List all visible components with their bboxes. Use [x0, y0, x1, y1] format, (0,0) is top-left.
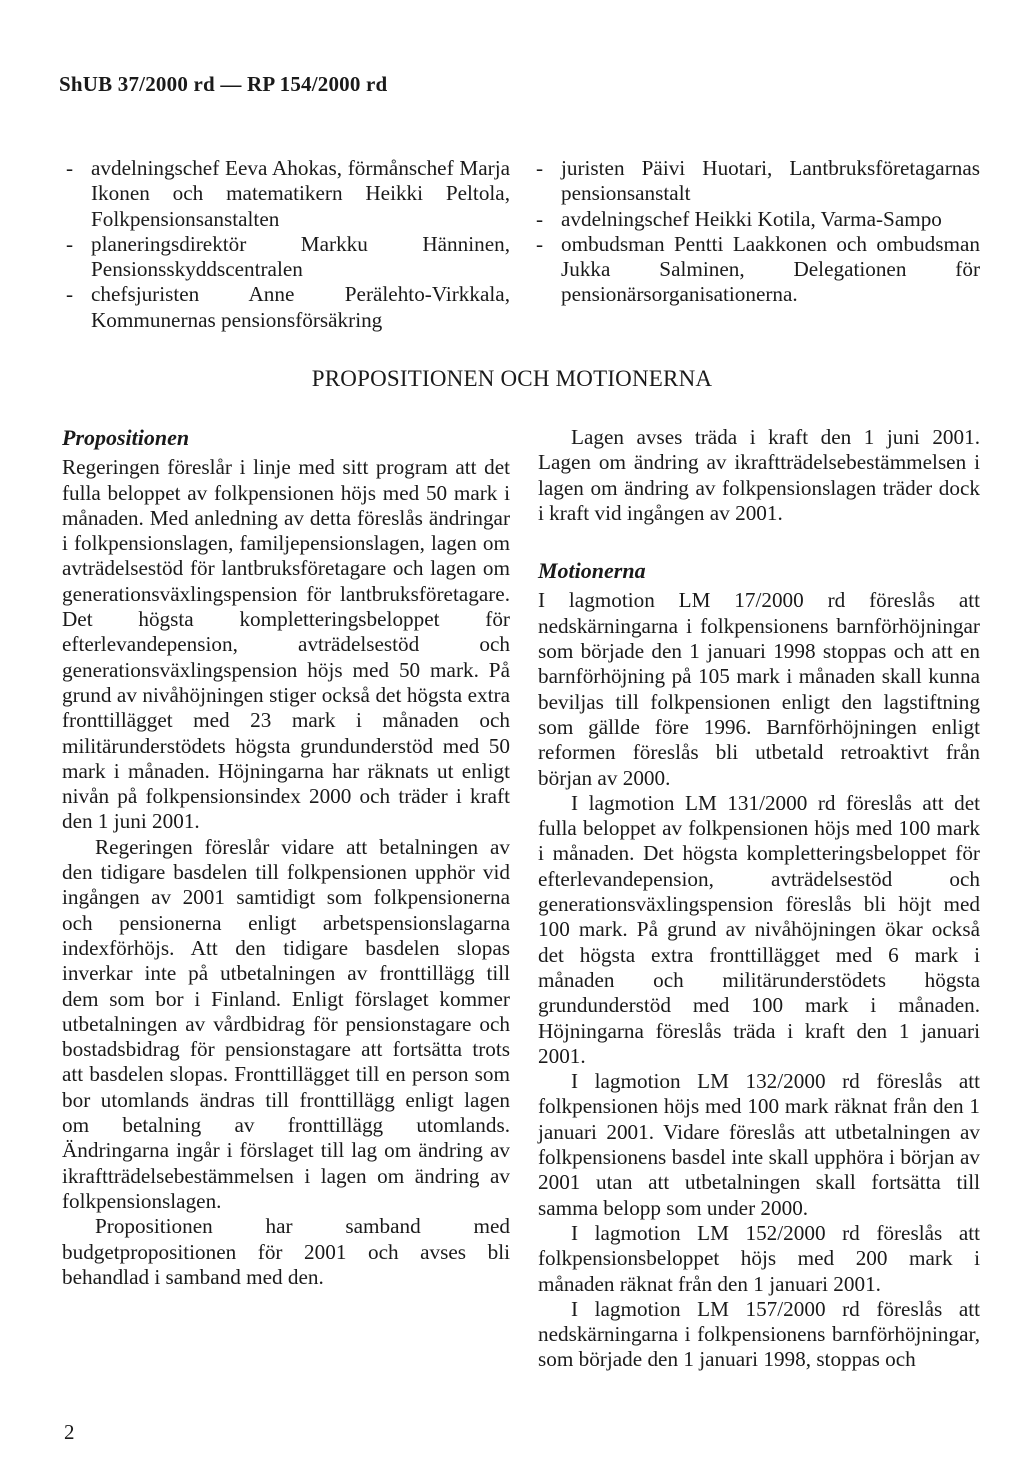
entry-into-force-paragraph: Lagen avses träda i kraft den 1 juni 2001. Lagen om ändring av ikraftträdelsebestämmelsen i lagen om ändring av folkpensionslagen träder dock i kraft vid ingången av 2001.	[538, 425, 980, 525]
paragraph: I lagmotion LM 17/2000 rd föreslås att nedskärningarna i folkpensionens barnförhöjningar som började den 1 januari 1998 stoppas och att en barnförhöjning på 105 mark i månaden skall kunna beviljas till folkpensionen enligt den lagstiftning som gällde före 1996. Barnförhöjningen enligt reformen föreslås bli utbetald retroaktivt från början av 2000.	[538, 588, 980, 790]
paragraph: I lagmotion LM 157/2000 rd föreslås att nedskärningarna i folkpensionens barnförhöjningar, som började den 1 januari 1998, stoppas och	[538, 1296, 980, 1372]
experts-list-right	[532, 156, 980, 308]
motionerna-heading: Motionerna	[538, 558, 646, 584]
expert-entry: - chefsjuristen Anne Perälehto-Virkkala, Kommunernas pensionsförsäkring	[62, 282, 510, 333]
expert-entry: - planeringsdirektör Markku Hänninen, Pensionsskyddscentralen	[62, 232, 510, 283]
paragraph: Propositionen har samband med budgetpropositionen för 2001 och avses bli behandlad i samband med den.	[62, 1214, 510, 1289]
expert-entry: - ombudsman Pentti Laakkonen och ombudsman Jukka Salminen, Delegationen för pensionärsorganisationerna.	[532, 232, 980, 308]
paragraph: Regeringen föreslår vidare att betalningen av den tidigare basdelen till folkpensionen upphör vid ingången av 2001 samtidigt som folkpensionerna och pensionerna enligt arbetspensionslagarna indexförhöjs. Att den tidigare basdelen slopas inverkar inte på utbetalningen av fronttillägg till dem som bor i Finland. Enligt förslaget kommer utbetalningen av vårdbidrag för pensionstagare och bostadsbidrag för pensionstagare att fortsätta trots att basdelen slopas. Fronttillägget till en person som bor utomlands ändras till fronttillägg enligt lagen om betalning av fronttillägg utomlands. Ändringarna ingår i förslaget till lag om ändring av ikraftträdelsebestämmelsen i lagen om ändring av folkpensionslagen.	[62, 834, 510, 1213]
paragraph: I lagmotion LM 132/2000 rd föreslås att folkpensionen höjs med 100 mark räknat från den 1 januari 2001. Vidare föreslås att utbetalningen av folkpensionens basdel inte skall upphöra i början av 2001 utan att utbetalningen skall fortsätta till samma belopp som under 2000.	[538, 1069, 980, 1220]
expert-entry: - avdelningschef Eeva Ahokas, förmånschef Marja Ikonen och matematikern Heikki Peltola, Folkpensionsanstalten	[62, 156, 510, 232]
running-header: ShUB 37/2000 rd — RP 154/2000 rd	[59, 72, 388, 96]
expert-entry: - juristen Päivi Huotari, Lantbruksföretagarnas pensionsanstalt	[532, 156, 980, 207]
propositionen-heading: Propositionen	[62, 425, 190, 450]
page-number: 2	[64, 1420, 75, 1444]
propositionen-section	[62, 425, 510, 1290]
paragraph: I lagmotion LM 131/2000 rd föreslås att det fulla beloppet av folkpensionen höjs med 100 mark i månaden. Det högsta kompletteringsbeloppet för efterlevandepension, avträdelsestöd och generationsväxlingspension föreslås bli höjt med 100 mark. På grund av nivåhöjningen ökar också det högsta extra fronttillägget med 6 mark i månaden och militärunderstödets högsta grundunderstöd med 100 mark i månaden. Höjningarna föreslås träda i kraft den 1 januari 2001.	[538, 790, 980, 1068]
experts-list-left	[62, 156, 510, 333]
expert-entry: - avdelningschef Heikki Kotila, Varma-Sampo	[532, 207, 980, 232]
paragraph: Regeringen föreslår i linje med sitt program att det fulla beloppet av folkpensionen höjs med 50 mark i månaden. Med anledning av detta föreslås ändringar i folkpensionslagen, familjepensionslagen, lagen om avträdelsestöd för lantbruksföretagare och lagen om generationsväxlingspension för lantbruksföretagare. Det högsta kompletteringsbeloppet för efterlevandepension, avträdelsestöd och generationsväxlingspension höjs med 50 mark. På grund av nivåhöjningen stiger också det högsta extra fronttillägget med 23 mark i månaden och militärunderstödets högsta grundunderstöd med 50 mark i månaden. Höjningarna har räknats ut enligt nivån på folkpensionsindex 2000 och träder i kraft den 1 juni 2001.	[62, 455, 510, 834]
section-title: PROPOSITIONEN OCH MOTIONERNA	[311, 366, 713, 391]
paragraph: I lagmotion LM 152/2000 rd föreslås att folkpensionsbeloppet höjs med 200 mark i månaden räknat från den 1 januari 2001.	[538, 1220, 980, 1296]
right-column-body	[538, 425, 980, 1373]
